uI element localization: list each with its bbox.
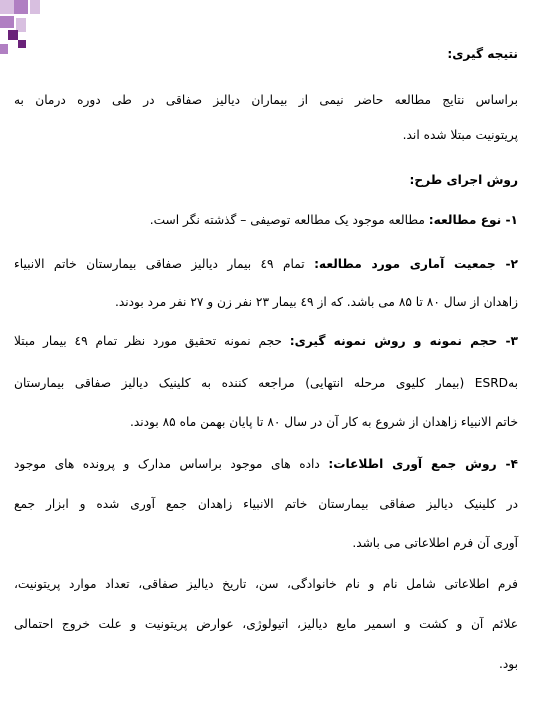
item-study-type: ۱- نوع مطالعه: مطالعه موجود یک مطالعه توصیفی – گذشته نگر است. xyxy=(149,213,518,227)
deco-square xyxy=(0,0,14,14)
paragraph-line: در کلینیک دیالیز صفاقی بیمارستان خاتم الانبیاء زاهدان جمع آوری شده و ابزار جمع xyxy=(14,497,518,511)
item-sample-size: ۳- حجم نمونه و روش نمونه گیری: حجم نمونه تحقیق مورد نظر تمام ٤٩ بیمار مبتلا xyxy=(14,334,518,348)
deco-square xyxy=(0,44,8,54)
paragraph-line: فرم اطلاعاتی شامل نام و نام خانوادگی، سن، تاریخ دیالیز صفاقی، تعداد موارد پریتونیت، xyxy=(14,577,518,591)
paragraph-line: آوری آن فرم اطلاعاتی می باشد. xyxy=(352,536,518,550)
paragraph-line: به‌ESRD (بیمار کلیوی مرحله انتهایی) مراجعه کننده به کلینیک دیالیز صفاقی بیمارستان xyxy=(14,376,518,390)
deco-square xyxy=(8,30,18,40)
heading-method: روش اجرای طرح: xyxy=(409,173,518,187)
deco-square xyxy=(30,0,40,14)
deco-square xyxy=(14,0,28,14)
paragraph-line: براساس نتایج مطالعه حاضر نیمی از بیماران دیالیز صفاقی در طی دوره درمان به xyxy=(14,93,518,107)
paragraph-line: خاتم الانبیاء زاهدان از شروع به کار آن در سال ۸۰ تا پایان بهمن ماه ۸۵ بودند. xyxy=(129,415,518,429)
item-population: ۲- جمعیت آماری مورد مطالعه: تمام ٤٩ بیمار دیالیز صفاقی بیمارستان خاتم الانبیاء xyxy=(14,257,518,271)
item-data-collection: ۴- روش جمع آوری اطلاعات: داده های موجود براساس مدارک و پرونده های موجود xyxy=(14,457,518,471)
paragraph-line: پریتونیت مبتلا شده اند. xyxy=(402,128,518,142)
paragraph-line: بود. xyxy=(499,657,518,671)
heading-conclusion: نتیجه گیری: xyxy=(447,47,518,61)
deco-square xyxy=(0,16,14,28)
paragraph-line: زاهدان از سال ۸۰ تا ۸۵ می باشد. که از ٤٩ بیمار ۲۳ نفر زن و ۲۷ نفر مرد بودند. xyxy=(114,295,518,309)
paragraph-line: علائم آن و کشت و اسمیر مایع دیالیز، اتیولوژی، عوارض پریتونیت و علت خروج احتمالی xyxy=(14,617,518,631)
